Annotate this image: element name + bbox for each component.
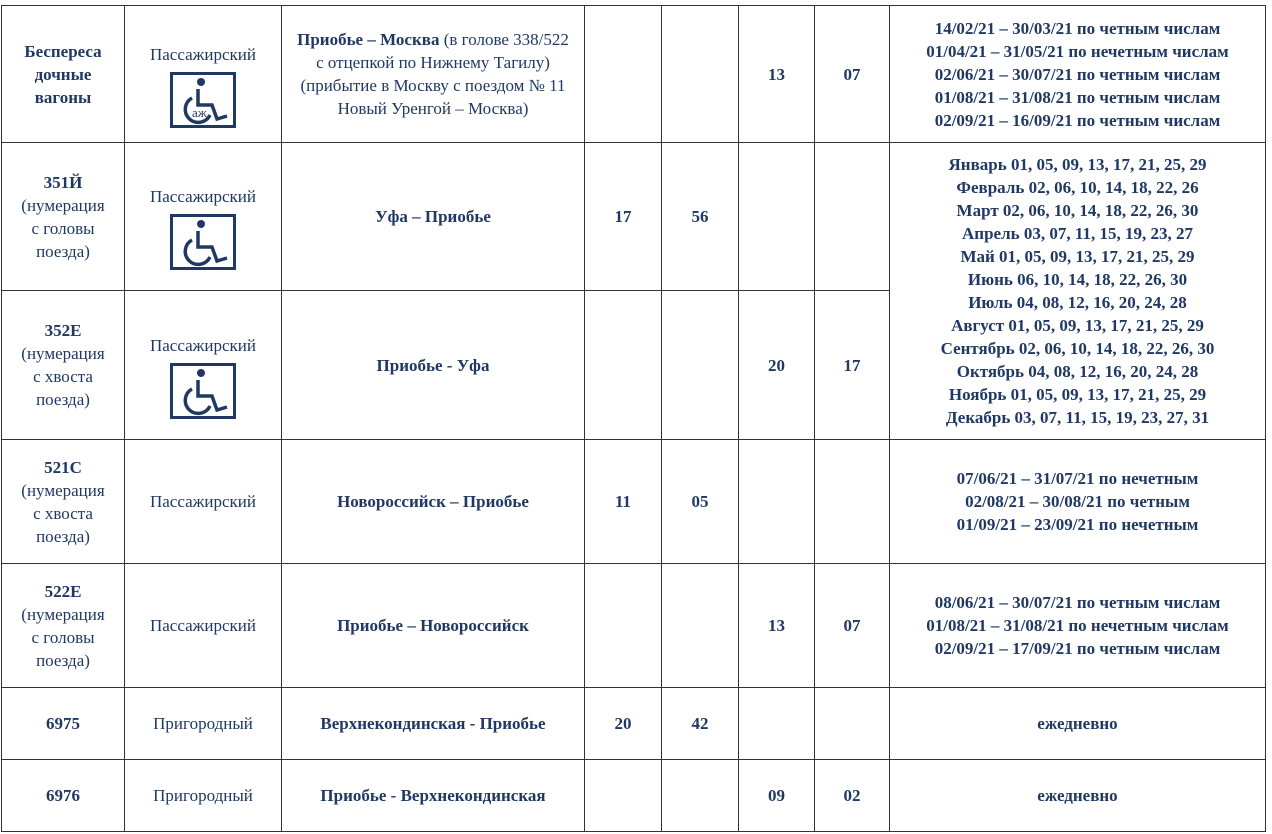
route-cell: Верхнекондинская - Приобье [282, 688, 585, 760]
month-dates: Апрель 03, 07, 11, 15, 19, 23, 27 [962, 224, 1193, 243]
train-number: 521С [44, 457, 82, 477]
date-range: 01/09/21 – 23/09/21 по нечетным [956, 515, 1199, 534]
train-type-label: Пассажирский [149, 492, 256, 511]
arrival-hour-cell [585, 6, 662, 143]
date-range: ежедневно [1037, 786, 1118, 805]
table-row [2, 688, 1266, 760]
train-type-cell [125, 6, 282, 143]
train-type-label: Пассажирский [149, 44, 256, 64]
train-note-line: (нумерация [21, 195, 105, 215]
month-dates: Октябрь 04, 08, 12, 16, 20, 24, 28 [956, 362, 1199, 381]
train-number-line: вагоны [34, 87, 92, 107]
arrival-minute-cell: 42 [662, 688, 739, 760]
icon-caption: аж. [192, 104, 211, 120]
train-note-line: поезда) [36, 390, 90, 409]
route-name: Приобье – Москва [297, 30, 440, 49]
month-dates: Декабрь 03, 07, 11, 15, 19, 23, 27, 31 [945, 408, 1210, 427]
train-type-label: Пассажирский [149, 335, 256, 355]
date-range: 07/06/21 – 31/07/21 по нечетным [956, 469, 1199, 488]
departure-hour-cell [739, 688, 815, 760]
schedule-dates-cell [890, 564, 1266, 688]
arrival-hour-cell [585, 291, 662, 440]
arrival-minute-cell [662, 291, 739, 440]
train-type-label: Пригородный [153, 714, 253, 733]
arrival-hour-cell [585, 760, 662, 832]
arrival-hour-cell [585, 564, 662, 688]
train-number: 351Й [43, 172, 83, 192]
date-range: 02/09/21 – 16/09/21 по четным числам [934, 110, 1221, 130]
train-number-line: Беспереса [24, 41, 102, 61]
train-note-line: с хвоста [33, 503, 93, 523]
date-range: 08/06/21 – 30/07/21 по четным числам [934, 593, 1221, 612]
arrival-hour-cell: 17 [585, 143, 662, 291]
train-number: 352Е [44, 321, 82, 340]
train-type-cell [125, 564, 282, 688]
train-note-line: (нумерация [21, 344, 105, 363]
month-dates: Февраль 02, 06, 10, 14, 18, 22, 26 [956, 178, 1199, 197]
month-dates: Май 01, 05, 09, 13, 17, 21, 25, 29 [960, 247, 1195, 266]
train-note-line: с головы [31, 218, 95, 238]
schedule-dates-cell [890, 760, 1266, 832]
date-range: 01/04/21 – 31/05/21 по нечетным числам [926, 41, 1229, 61]
train-type-cell [125, 760, 282, 832]
route-cell: Приобье - Верхнекондинская [282, 760, 585, 832]
table-row [2, 6, 1266, 143]
route-cell [282, 6, 585, 143]
arrival-minute-cell [662, 564, 739, 688]
date-range: 02/08/21 – 30/08/21 по четным [965, 492, 1190, 511]
train-type-cell [125, 291, 282, 440]
departure-hour-cell: 13 [739, 564, 815, 688]
train-note-line: с хвоста [33, 367, 93, 386]
train-note-line: поезда) [36, 526, 90, 546]
wheelchair-accessibility-icon [170, 214, 236, 270]
arrival-minute-cell: 56 [662, 143, 739, 291]
table-row [2, 143, 1266, 291]
date-range: 02/09/21 – 17/09/21 по четным числам [934, 639, 1221, 658]
train-type-cell [125, 440, 282, 564]
departure-minute-cell [815, 440, 890, 564]
wheelchair-accessibility-icon [170, 363, 236, 419]
date-range: 01/08/21 – 31/08/21 по нечетным числам [926, 616, 1229, 635]
route-cell: Приобье - Уфа [282, 291, 585, 440]
train-number: 522Е [44, 581, 82, 601]
train-type-cell [125, 143, 282, 291]
train-note-line: поезда) [36, 241, 90, 261]
table-row [2, 760, 1266, 832]
departure-hour-cell [739, 440, 815, 564]
date-range: 14/02/21 – 30/03/21 по четным числам [934, 18, 1221, 38]
departure-minute-cell: 07 [815, 6, 890, 143]
train-number-line: дочные [34, 64, 92, 84]
departure-hour-cell [739, 143, 815, 291]
route-cell: Приобье – Новороссийск [282, 564, 585, 688]
train-note-line: с головы [31, 627, 95, 647]
train-number-cell: 6976 [2, 760, 125, 832]
route-note: (в голове 338/522 с отцепкой по Нижнему Тагилу) (прибытие в Москву с поездом № 11 Новый Уренгой – Москва) [300, 30, 569, 118]
departure-minute-cell: 07 [815, 564, 890, 688]
date-range: 01/08/21 – 31/08/21 по четным числам [934, 87, 1221, 107]
table-row [2, 440, 1266, 564]
schedule-dates-cell [890, 688, 1266, 760]
month-dates: Июнь 06, 10, 14, 18, 22, 26, 30 [967, 270, 1188, 289]
route-cell: Уфа – Приобье [282, 143, 585, 291]
train-number-cell: 6975 [2, 688, 125, 760]
train-note-line: (нумерация [21, 604, 105, 624]
train-number-cell [2, 143, 125, 291]
train-type-label: Пассажирский [149, 187, 256, 206]
month-dates: Июль 04, 08, 12, 16, 20, 24, 28 [968, 293, 1187, 312]
train-number-cell [2, 6, 125, 143]
table-row [2, 564, 1266, 688]
arrival-minute-cell [662, 760, 739, 832]
date-range: ежедневно [1037, 714, 1118, 733]
schedule-dates-cell [890, 6, 1266, 143]
train-schedule-table [1, 5, 1266, 832]
departure-hour-cell: 09 [739, 760, 815, 832]
month-dates: Ноябрь 01, 05, 09, 13, 17, 21, 25, 29 [948, 385, 1207, 404]
route-cell: Новороссийск – Приобье [282, 440, 585, 564]
schedule-dates-cell [890, 440, 1266, 564]
departure-minute-cell [815, 688, 890, 760]
schedule-dates-cell [890, 143, 1266, 440]
month-dates: Январь 01, 05, 09, 13, 17, 21, 25, 29 [948, 155, 1207, 174]
arrival-minute-cell [662, 6, 739, 143]
arrival-hour-cell: 11 [585, 440, 662, 564]
departure-minute-cell: 17 [815, 291, 890, 440]
departure-minute-cell: 02 [815, 760, 890, 832]
month-dates: Август 01, 05, 09, 13, 17, 21, 25, 29 [951, 316, 1204, 335]
train-type-label: Пригородный [153, 786, 253, 805]
departure-hour-cell: 13 [739, 6, 815, 143]
train-number-cell [2, 564, 125, 688]
arrival-hour-cell: 20 [585, 688, 662, 760]
train-number-cell [2, 291, 125, 440]
train-note-line: (нумерация [21, 480, 105, 500]
month-dates: Март 02, 06, 10, 14, 18, 22, 26, 30 [956, 201, 1199, 220]
train-number-cell [2, 440, 125, 564]
train-type-label: Пассажирский [149, 616, 256, 635]
train-type-cell [125, 688, 282, 760]
train-note-line: поезда) [36, 650, 90, 670]
month-dates: Сентябрь 02, 06, 10, 14, 18, 22, 26, 30 [940, 339, 1215, 358]
arrival-minute-cell: 05 [662, 440, 739, 564]
date-range: 02/06/21 – 30/07/21 по четным числам [934, 64, 1221, 84]
departure-hour-cell: 20 [739, 291, 815, 440]
departure-minute-cell [815, 143, 890, 291]
